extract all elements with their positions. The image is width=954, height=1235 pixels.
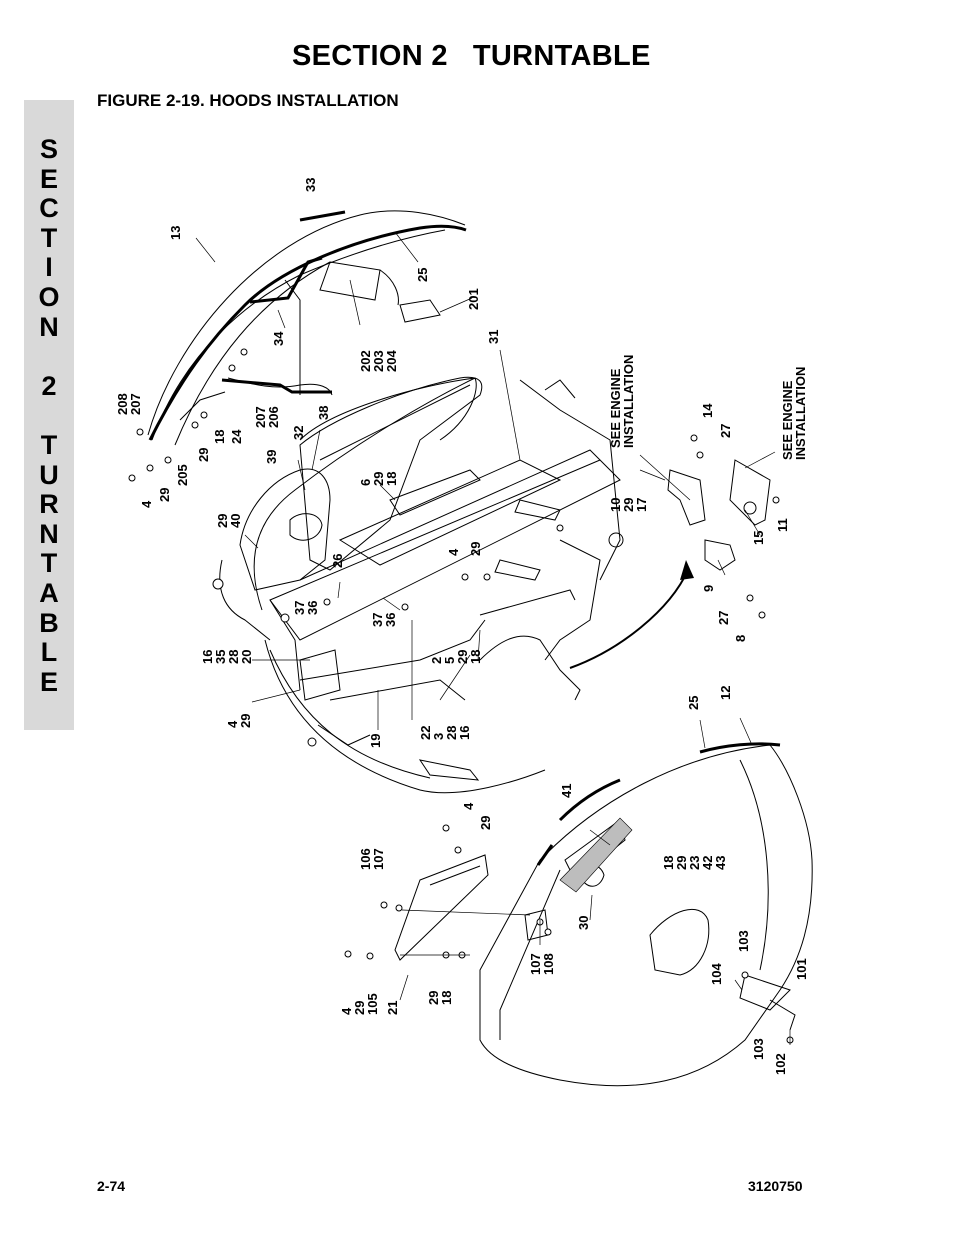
callout-line: 101 <box>794 958 809 980</box>
callout-line: INSTALLATION <box>621 354 636 448</box>
side-tab-letter: L <box>40 637 58 668</box>
callout-c49 <box>528 953 556 975</box>
callout-line: 25 <box>415 267 430 282</box>
callout-c37 <box>775 518 790 532</box>
callout-c51 <box>385 1001 400 1015</box>
callout-c29 <box>292 601 320 615</box>
callout-c53 <box>709 963 724 985</box>
callout-line: 4 <box>225 720 240 728</box>
callout-line: 2 <box>429 656 444 664</box>
callout-line: 23 <box>687 855 702 870</box>
side-tab-letter: N <box>39 518 59 549</box>
callout-line: 29 <box>478 815 493 830</box>
callout-c23 <box>700 403 715 418</box>
callout-line: 10 <box>608 497 623 512</box>
callout-line: 29 <box>621 497 636 512</box>
callout-line: 3 <box>431 732 446 740</box>
callout-c10 <box>212 430 227 444</box>
callout-line: 207 <box>253 406 268 428</box>
foam-strip <box>560 818 632 892</box>
callout-line: 15 <box>751 530 766 545</box>
callout-line: 36 <box>383 612 398 627</box>
callout-line: 18 <box>468 649 483 664</box>
callout-line: 33 <box>303 177 318 192</box>
callout-c52 <box>426 991 454 1005</box>
callout-line: 32 <box>291 425 306 440</box>
callout-c32 <box>429 650 483 664</box>
callout-c45 <box>478 816 493 830</box>
callout-c15 <box>291 426 306 440</box>
callout-line: 22 <box>418 725 433 740</box>
callout-line: 20 <box>239 649 254 664</box>
callout-line: 29 <box>352 1000 367 1015</box>
callout-line: 18 <box>439 990 454 1005</box>
callout-line: 38 <box>316 405 331 420</box>
callout-line: 24 <box>229 429 244 444</box>
callout-line: 28 <box>226 649 241 664</box>
side-tab-letter: T <box>40 548 58 579</box>
callout-c19 <box>358 472 399 486</box>
side-tab-letter: O <box>38 281 60 312</box>
callout-line: 36 <box>305 600 320 615</box>
side-hood-seal <box>538 744 780 865</box>
callout-c34 <box>368 734 383 748</box>
callout-line: 108 <box>541 953 556 975</box>
callout-line: 203 <box>371 350 386 372</box>
callout-line: 29 <box>455 649 470 664</box>
callout-line: 4 <box>461 802 476 810</box>
engine-bracket-assembly <box>609 460 770 570</box>
callout-line: 4 <box>139 500 154 508</box>
callout-line: INSTALLATION <box>793 366 808 460</box>
callout-line: SEE ENGINE <box>780 380 795 460</box>
callout-line: 106 <box>358 848 373 870</box>
side-tab-letter: C <box>39 193 59 224</box>
callout-c16 <box>316 406 331 420</box>
callout-c1 <box>168 226 183 240</box>
callout-line: 29 <box>196 447 211 462</box>
callout-line: 42 <box>700 855 715 870</box>
callout-line: 35 <box>213 649 228 664</box>
callout-line: 18 <box>212 429 227 444</box>
arrow-head <box>680 560 694 580</box>
figure-title: FIGURE 2-19. HOODS INSTALLATION <box>97 91 399 110</box>
callout-c8 <box>253 406 281 428</box>
side-tab-letter: U <box>39 459 59 490</box>
callout-line: 18 <box>661 855 676 870</box>
side-tab-letter: B <box>39 607 59 638</box>
callout-line: 34 <box>271 331 286 346</box>
callout-line: 29 <box>157 487 172 502</box>
callout-c38 <box>701 585 716 592</box>
callout-line: 29 <box>468 541 483 556</box>
callout-line: 16 <box>200 649 215 664</box>
callout-line: SEE ENGINE <box>608 368 623 448</box>
callout-c21 <box>608 355 636 448</box>
callout-line: 208 <box>115 393 130 415</box>
callout-c11 <box>196 448 211 462</box>
callout-c24 <box>718 424 733 438</box>
page-number: 2-74 <box>97 1178 126 1194</box>
callout-c48 <box>576 916 591 930</box>
callout-c2 <box>303 178 318 192</box>
section-title: SECTION 2 TURNTABLE <box>292 40 651 72</box>
side-tab-letter: A <box>39 577 59 608</box>
callout-line: 25 <box>686 695 701 710</box>
callout-c20 <box>215 514 243 528</box>
callout-c4 <box>466 288 481 310</box>
callout-line: 102 <box>773 1053 788 1075</box>
callout-line: 103 <box>751 1038 766 1060</box>
callout-line: 39 <box>264 449 279 464</box>
callout-c6 <box>271 331 286 346</box>
callout-line: 202 <box>358 350 373 372</box>
callout-line: 207 <box>128 393 143 415</box>
side-tab-letter: S <box>39 134 58 164</box>
callout-line: 43 <box>713 855 728 870</box>
callout-line: 37 <box>370 612 385 627</box>
hinge-plates <box>395 855 548 960</box>
callout-line: 19 <box>368 733 383 748</box>
callout-c12 <box>175 464 190 486</box>
callout-line: 5 <box>442 656 457 664</box>
hood-seal-strips <box>150 212 466 440</box>
callout-c25 <box>608 498 649 512</box>
callout-line: 204 <box>384 350 399 372</box>
side-tab-letter: T <box>40 222 58 253</box>
document-number: 3120750 <box>748 1178 803 1194</box>
callout-line: 105 <box>365 993 380 1015</box>
callout-c36 <box>751 531 766 545</box>
callout-line: 17 <box>634 497 649 512</box>
callout-line: 8 <box>733 634 748 642</box>
callout-c30 <box>370 613 398 627</box>
callout-line: 29 <box>371 471 386 486</box>
callout-c40 <box>733 635 748 642</box>
callout-line: 37 <box>292 600 307 615</box>
callout-line: 40 <box>228 513 243 528</box>
callout-c22 <box>780 367 808 460</box>
side-tab-letter: I <box>45 252 53 283</box>
callout-c18 <box>264 450 279 464</box>
callout-c54 <box>736 930 751 952</box>
callout-c46 <box>358 848 386 870</box>
callout-line: 205 <box>175 464 190 486</box>
callout-c55 <box>794 958 809 980</box>
callout-c13 <box>139 500 154 508</box>
callout-line: 14 <box>700 403 715 418</box>
callout-line: 107 <box>371 848 386 870</box>
callout-line: 11 <box>775 518 790 532</box>
callout-c28 <box>330 554 345 568</box>
callout-c26 <box>446 548 461 556</box>
callout-line: 13 <box>168 225 183 240</box>
leader-lines <box>196 232 790 1045</box>
callout-line: 12 <box>718 685 733 700</box>
callout-c14 <box>157 488 172 502</box>
callout-line: 27 <box>718 423 733 438</box>
callout-c57 <box>773 1053 788 1075</box>
callout-line: 27 <box>716 610 731 625</box>
callout-line: 30 <box>576 915 591 930</box>
callout-c33 <box>225 714 253 728</box>
callout-c17 <box>486 330 501 344</box>
callout-line: 16 <box>457 725 472 740</box>
callout-line: 31 <box>486 329 501 344</box>
callout-c39 <box>716 611 731 625</box>
callout-c3 <box>415 268 430 282</box>
callout-line: 29 <box>215 513 230 528</box>
callout-line: 26 <box>330 553 345 568</box>
upper-hood <box>148 211 465 445</box>
callout-c56 <box>751 1038 766 1060</box>
front-panel <box>240 469 330 590</box>
callout-c27 <box>468 542 483 556</box>
callout-line: 104 <box>709 963 724 985</box>
callout-c41 <box>686 696 701 710</box>
side-tab-letter: 2 <box>41 370 57 401</box>
callout-line: 29 <box>674 855 689 870</box>
side-tab-letter: E <box>39 163 58 194</box>
callout-c42 <box>718 686 733 700</box>
callout-line: 206 <box>266 406 281 428</box>
callout-line: 201 <box>466 288 481 310</box>
callout-line: 103 <box>736 930 751 952</box>
callout-c50 <box>339 993 380 1015</box>
side-tab-letter: E <box>39 666 58 697</box>
side-tab-letter: R <box>39 489 59 520</box>
callout-line: 18 <box>384 471 399 486</box>
callout-c7 <box>115 393 143 415</box>
callout-c43 <box>559 784 574 798</box>
callout-c35 <box>418 726 472 740</box>
callout-line: 6 <box>358 478 373 486</box>
callout-line: 41 <box>559 783 574 798</box>
callout-line: 21 <box>385 1000 400 1015</box>
engine-bracket-arrow <box>570 570 688 668</box>
callout-line: 29 <box>426 990 441 1005</box>
callout-line: 28 <box>444 725 459 740</box>
callout-line: 107 <box>528 953 543 975</box>
callout-c47 <box>661 856 728 870</box>
callout-line: 29 <box>238 713 253 728</box>
callout-c5 <box>358 350 399 372</box>
callout-c44 <box>461 802 476 810</box>
callout-c9 <box>229 429 244 444</box>
callout-labels <box>115 178 809 1075</box>
side-tab-letter: T <box>40 429 58 460</box>
side-hood <box>480 745 812 1086</box>
callout-line: 4 <box>446 548 461 556</box>
side-tab-letter: N <box>39 311 59 342</box>
callout-c31 <box>200 650 254 664</box>
callout-line: 4 <box>339 1007 354 1015</box>
callout-line: 9 <box>701 584 716 592</box>
